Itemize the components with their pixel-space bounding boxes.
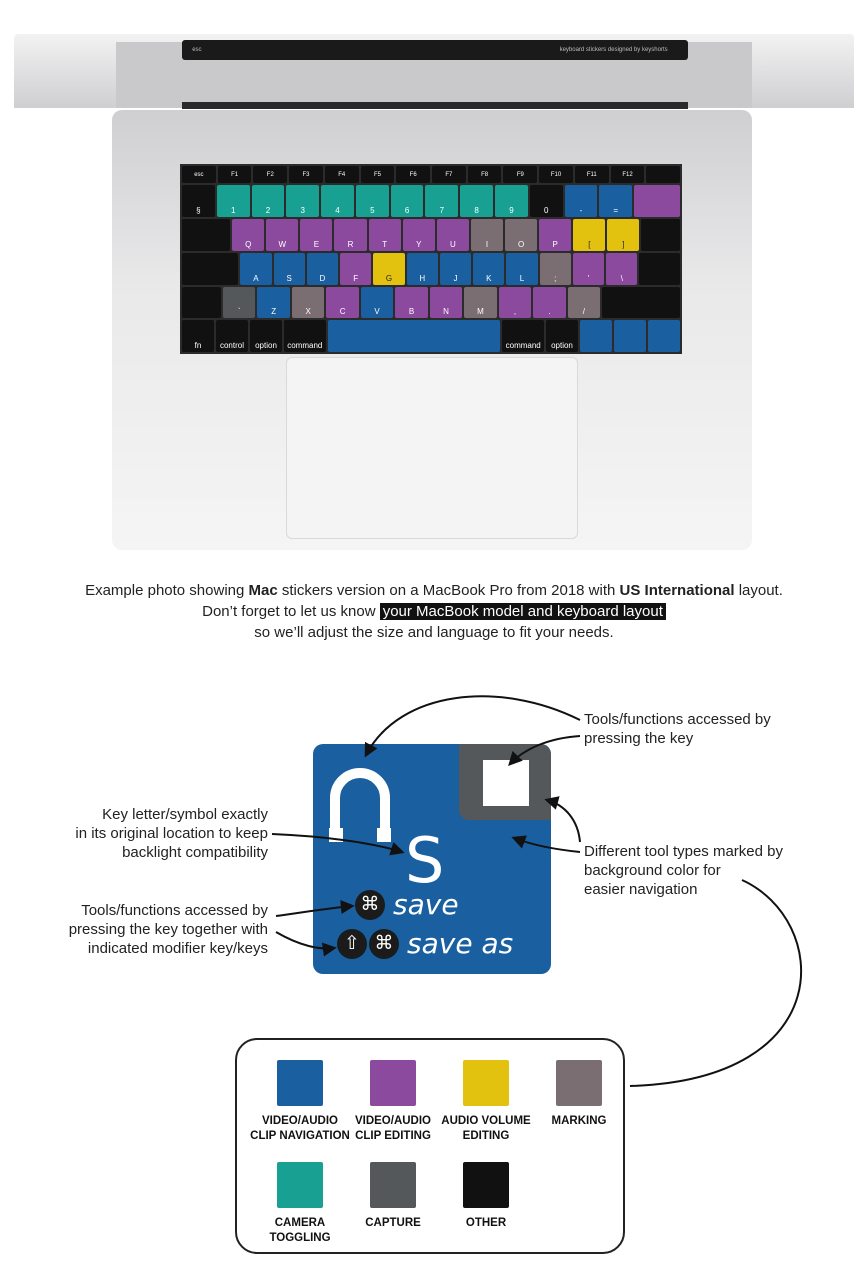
arrow-letter [272,834,402,852]
keyboard-key[interactable]: [ [573,219,605,251]
keyboard-key[interactable]: 1 [217,185,250,217]
keyboard-key[interactable]: control [216,320,248,352]
keyboard-key[interactable]: ; [540,253,571,285]
keyboard-key[interactable]: A [240,253,271,285]
caption-highlight: your MacBook model and keyboard layout [380,603,666,620]
legend-label-line: TOGGLING [269,1232,331,1244]
arrow-save-as [276,932,334,948]
annotation-line: Tools/functions accessed by [584,711,771,728]
legend-swatch [277,1162,323,1208]
annotation-line: backlight compatibility [122,844,268,861]
caption-line-3: so we’ll adjust the size and language to fit your needs. [254,624,614,641]
arrow-key-bg [514,838,580,852]
key-letter: S [405,824,445,897]
keyboard-key[interactable]: F12 [611,166,645,183]
keyboard-key[interactable]: T [369,219,401,251]
legend-item [431,1162,541,1231]
color-legend [235,1038,625,1254]
legend-label-line: CAPTURE [365,1217,421,1229]
legend-label-line: EDITING [462,1130,510,1142]
keyboard-key[interactable]: = [599,185,632,217]
legend-label-line: OTHER [465,1217,507,1229]
legend-label-line: CLIP EDITING [355,1130,431,1142]
keyboard-key[interactable]: , [499,287,531,319]
annotation-line: Key letter/symbol exactly [102,806,268,823]
caption-text: stickers version on a MacBook Pro from 2018 with [277,582,620,599]
keyboard-key[interactable]: command [284,320,326,352]
keyboard-key[interactable]: J [440,253,471,285]
keyboard-key[interactable]: C [326,287,358,319]
keyboard-key[interactable]: O [505,219,537,251]
keyboard-key[interactable]: P [539,219,571,251]
keyboard-key[interactable]: F2 [253,166,287,183]
arrow-top-square [510,736,580,764]
keyboard-key[interactable]: 9 [495,185,528,217]
keyboard-key[interactable]: 2 [252,185,285,217]
command-modifier-icon: ⌘ [369,929,399,959]
keyboard-key[interactable]: F5 [361,166,395,183]
annotation-line: background color for [584,862,721,879]
keyboard-key[interactable]: Z [257,287,289,319]
keyboard-key[interactable]: Y [403,219,435,251]
keyboard-key[interactable]: 5 [356,185,389,217]
legend-label [431,1216,541,1231]
keyboard-key[interactable]: § [182,185,215,217]
keyboard-key[interactable]: F4 [325,166,359,183]
keyboard-key[interactable]: W [266,219,298,251]
keyboard-key[interactable]: esc [182,166,216,183]
legend-swatch [370,1060,416,1106]
keyboard-key[interactable]: - [565,185,598,217]
legend-label [524,1114,634,1129]
keyboard-key[interactable]: \ [606,253,637,285]
shortcut-save-as-label: save as [407,927,514,960]
legend-label-line: CLIP NAVIGATION [250,1130,350,1142]
annotation-line: Different tool types marked by [584,843,783,860]
keyboard-key[interactable]: G [373,253,404,285]
legend-label-line: MARKING [551,1115,607,1127]
arrow-top-magnet [366,696,580,755]
annotation-line: pressing the key together with [68,921,268,938]
keyboard-key[interactable]: 0 [530,185,563,217]
caption-text: Example photo showing [85,582,249,599]
keyboard-key[interactable]: F [340,253,371,285]
keyboard-key[interactable]: V [361,287,393,319]
legend-label-line: VIDEO/AUDIO [354,1115,432,1127]
legend-swatch [556,1060,602,1106]
legend-label-line: CAMERA [274,1217,326,1229]
keyboard-key[interactable]: B [395,287,427,319]
keyboard-key[interactable]: ] [607,219,639,251]
keyboard-key[interactable]: option [546,320,578,352]
legend-swatch [463,1060,509,1106]
touchbar-item[interactable]: esc [192,47,202,53]
keyboard-key[interactable]: F7 [432,166,466,183]
keyboard-key[interactable]: F6 [396,166,430,183]
keyboard-key[interactable]: K [473,253,504,285]
keyboard-key[interactable]: F1 [218,166,252,183]
caption-bold-mac: Mac [248,582,278,599]
annotation-line: in its original location to keep [75,825,268,842]
annotation-line: easier navigation [584,881,698,898]
shortcut-save-label: save [393,888,459,921]
keyboard-key[interactable]: 4 [321,185,354,217]
legend-swatch [463,1162,509,1208]
keyboard-key[interactable]: U [437,219,469,251]
arrow-save [276,906,352,916]
caption-text: layout. [734,582,783,599]
keyboard-key[interactable]: D [307,253,338,285]
keyboard-key[interactable]: F9 [503,166,537,183]
legend-swatch [277,1060,323,1106]
keyboard-key[interactable]: E [300,219,332,251]
keyboard-key[interactable]: S [274,253,305,285]
keyboard-key[interactable]: F3 [289,166,323,183]
keyboard-key[interactable]: H [407,253,438,285]
command-modifier-icon: ⌘ [355,890,385,920]
keyboard-key[interactable]: 3 [286,185,319,217]
caption-text: Don’t forget to let us know [202,603,380,620]
annotation-line: indicated modifier key/keys [87,940,268,957]
keyboard-key[interactable]: F11 [575,166,609,183]
keyboard-key[interactable]: R [334,219,366,251]
keyboard-key[interactable]: ` [223,287,255,319]
keyboard-key[interactable]: / [568,287,600,319]
arrow-legend [630,880,801,1086]
arrow-corner [547,800,580,842]
annotation-line: Tools/functions accessed by [81,902,268,919]
keyboard-key[interactable]: 7 [425,185,458,217]
keyboard-key[interactable]: 8 [460,185,493,217]
touchbar-item[interactable]: keyboard stickers designed by keyshorts [559,47,668,53]
keyboard-key[interactable]: Q [232,219,264,251]
keyboard-key[interactable]: L [506,253,537,285]
keyboard-key[interactable]: I [471,219,503,251]
caption-bold-layout: US International [619,582,735,599]
keyboard-key[interactable]: N [430,287,462,319]
legend-label-line: AUDIO VOLUME [441,1115,531,1127]
keyboard-key[interactable]: ' [573,253,604,285]
keyboard-key[interactable]: command [502,320,544,352]
legend-label-line: VIDEO/AUDIO [261,1115,339,1127]
shift-modifier-icon: ⇧ [337,929,367,959]
keyboard-key[interactable]: F8 [468,166,502,183]
keyboard-key[interactable]: 6 [391,185,424,217]
legend-swatch [370,1162,416,1208]
annotation-line: pressing the key [584,730,694,747]
legend-item [524,1060,634,1129]
keyboard-key[interactable]: . [533,287,565,319]
keyboard-key[interactable]: X [292,287,324,319]
keyboard-key[interactable]: F10 [539,166,573,183]
keyboard-key[interactable]: fn [182,320,214,352]
keyboard-key[interactable]: M [464,287,496,319]
keyboard-key[interactable]: option [250,320,282,352]
